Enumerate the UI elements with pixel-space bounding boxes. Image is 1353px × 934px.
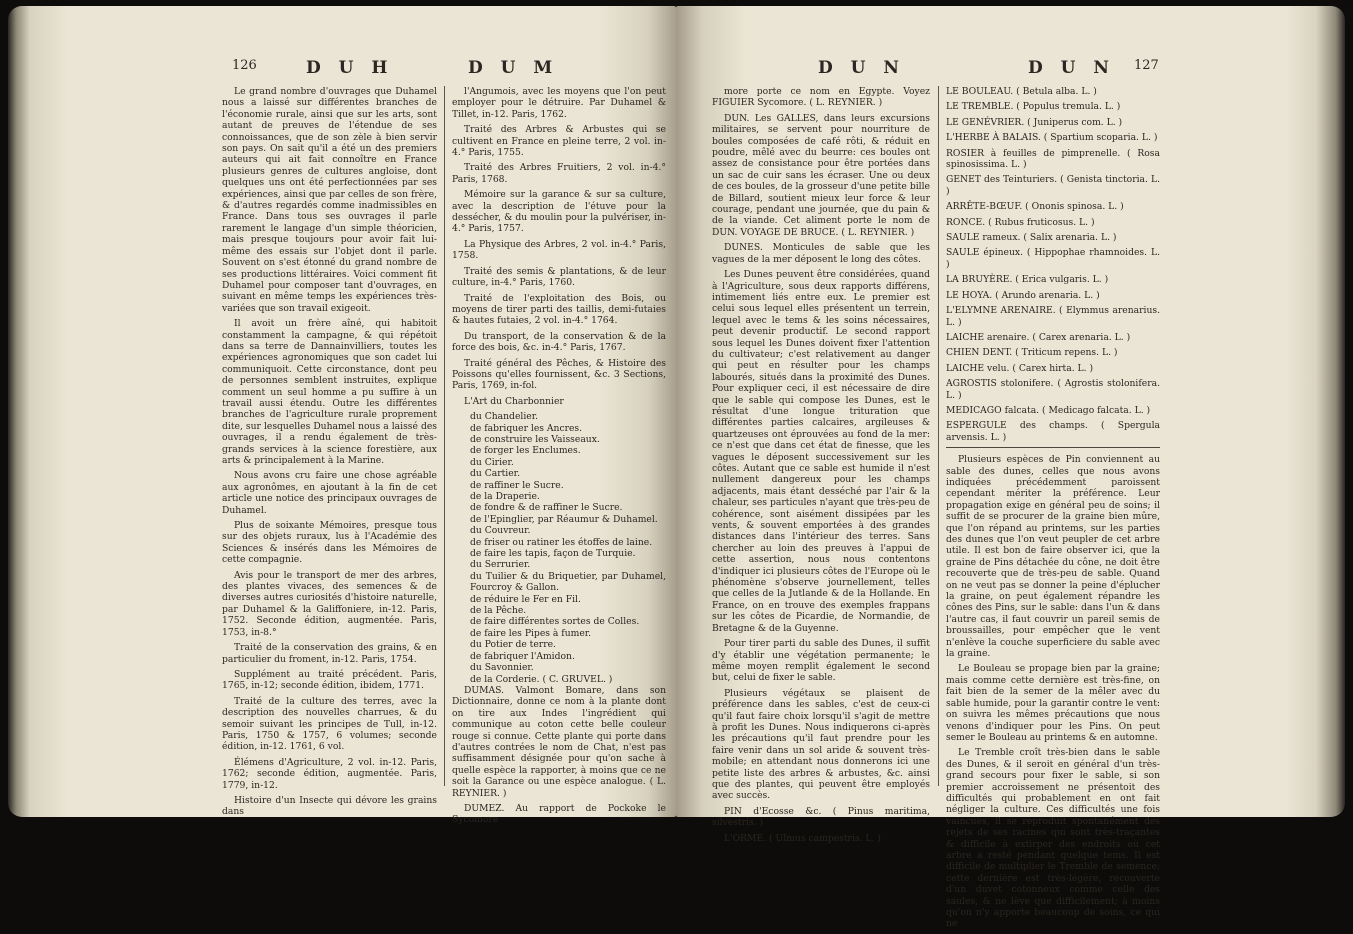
plant-list [946, 86, 1160, 443]
right-column-1 [712, 86, 930, 848]
list-item: de l'Epinglier, par Réaumur & Duhamel. [470, 513, 658, 525]
right-col2-body [946, 454, 1160, 930]
list-item: du Serrurier. [470, 559, 531, 571]
list-item: du Tuilier & du Briquetier, par Duhamel, Fourcroy & Gallon. [470, 570, 666, 594]
column-divider-left [444, 86, 445, 786]
plant-entry: RONCE. ( Rubus fruticosus. L. ) [946, 216, 1095, 228]
plant-entry: ARRÊTE-BŒUF. ( Ononis spinosa. L. ) [946, 201, 1124, 213]
paragraph: DUN. Les GALLES, dans leurs excursions militaires, se servent pour nourriture de boules composées de café rôti, & réduit en poudre, mêlé avec du beurre: ces boules ont assez de consistance pour être portées dans un sac de cuir sans les écraser. Une ou deux de ces boules, de la grosseur d'une petite bille de Billard, soutient mieux leur force & leur courage, pendant une journée, que du pain & de la viande. Cet aliment porte le nom de DUN. VOYAGE DE BRUCE. ( L. REYNIER. ) [712, 112, 930, 238]
art-list [452, 411, 666, 685]
left-column-2 [452, 86, 666, 830]
plant-entry: L'HERBE À BALAIS. ( Spartium scoparia. L. ) [946, 132, 1158, 144]
list-item: du Cirier. [470, 456, 514, 468]
running-head-right-col1: D U N [818, 58, 905, 78]
plant-entry: ESPERGULE des champs. ( Spergula arvensis. L. ) [946, 420, 1160, 443]
plant-entry: ROSIER à feuilles de pimprenelle. ( Rosa spinosissima. L. ) [946, 147, 1160, 171]
plant-entry: L'ELYMNE ARENAIRE. ( Elymmus arenarius. L. ) [946, 305, 1160, 328]
left-col2-intro [452, 86, 666, 407]
paragraph: Plusieurs espèces de Pin conviennent au sable des dunes, celles que nous avons indiquées précédemment paroissent cependant mériter la préférence. Leur propagation exige en général peu de soins; il suffit de se procurer de la graine bien mûre, que l'on répand au printems, sur les parties des dunes que l'on veut peupler de cet arbre utile. Il est bon de faire observer ici, que la graine de Pins détachée du cône, ne doit être recouverte que de très-peu de sable. Quand on ne veut pas se donner la peine d'éplucher la graine, on peut également répandre les cônes des Pins, sur le sable: dans l'un & dans l'autre cas, il faut couvrir un pareil semis de broussailles, pour empêcher que le vent n'enlève la couche superficiere du sable avec la graine. [946, 454, 1160, 660]
list-item: de raffiner le Sucre. [470, 479, 564, 491]
list-item: de fondre & de raffiner le Sucre. [470, 502, 623, 514]
list-item: de fabriquer l'Amidon. [470, 650, 575, 662]
paragraph: Il avoit un frère aîné, qui habitoit constamment la campagne, & qui répétoit dans sa terre de Dannainvilliers, toutes les expériences agronomiques que son cadet lui communiquoit. Cette circonstance, dont peu de personnes semblent instruites, explique comment un seul homme a pu suffire à un travail aussi étendu. Outre les différentes branches de l'agriculture rurale proprement dite, sur lesquelles Duhamel nous a laissé des ouvrages, il a rendu également de très-grands services à la science forestière, aux arts & principalement à la Marine. [222, 318, 437, 466]
plant-entry: LE BOULEAU. ( Betula alba. L. ) [946, 86, 1097, 97]
paragraph: L'Art du Charbonnier [464, 395, 564, 407]
paragraph: Traité de la conservation des grains, & en particulier du froment, in-12. Paris, 1754. [222, 642, 437, 665]
running-head-left-col1: D U H [306, 58, 394, 78]
plant-entry: GENET des Teinturiers. ( Genista tinctoria. L. ) [946, 174, 1160, 197]
paragraph: Les Dunes peuvent être considérées, quand à l'Agriculture, sous deux rapports différens, intimement liés entre eux. Le premier est celui sous lequel elles présentent un terrein, lequel avec le tems & les soins nécessaires, peut devenir productif. Le second rapport sous lequel les Dunes doivent fixer l'attention du cultivateur; c'est relativement au danger qui peut en résulter pour les champs labourés, situés dans la proximité des Dunes. Pour expliquer ceci, il est nécessaire de dire que le sable qui compose les Dunes, est le résultat d'une longue trituration que différentes parties calcaires, argileuses & quartzeuses ont éprouvées au fond de la mer: ce n'est que dans cet état de finesse, que les vagues le déposent successivement sur les côtes. Autant que ce sable est humide il n'est nullement dangereux pour les champs adjacents, mais étant desséché par l'air & la chaleur, ses particules n'ayant que très-peu de cohérence, sont aisément dissipées par les vents, & souvent emportées à des grandes distances dans l'intérieur des terres. Sans chercher au loin des preuves à l'appui de cette assertion, nous nous contentons d'indiquer ici plusieurs côtes de l'Europe où le phénomène s'observe journellement, telles que celles de la Jutlande & de la Hollande. En France, on en trouve des exemples frappans sur les côtes de Picardie, de Normandie, de Bretagne & de la Guyenne. [712, 269, 930, 634]
paragraph: Du transport, de la conservation & de la force des bois, &c. in-4.° Paris, 1767. [452, 330, 666, 354]
plant-entry: LE GENÉVRIER. ( Juniperus com. L. ) [946, 116, 1123, 128]
list-item: de faire différentes sortes de Colles. [470, 616, 640, 628]
list-item: du Couvreur. [470, 525, 531, 537]
paragraph: Traité des semis & plantations, & de leur culture, in-4.° Paris, 1760. [452, 265, 666, 289]
list-item: du Chandelier. [470, 411, 538, 423]
plant-entry: AGROSTIS stolonifere. ( Agrostis stolonifera. L. ) [946, 378, 1160, 401]
page-number-right: 127 [1134, 58, 1159, 73]
column-divider-right [938, 86, 939, 786]
right-column-2 [946, 86, 1160, 934]
list-item: du Cartier. [470, 468, 520, 480]
paragraph: DUMAS. Valmont Bomare, dans son Dictionnaire, donne ce nom à la plante dont on tire aux Indes l'ingrédient qui communique au coton cette belle couleur rouge si connue. Cette plante qui porte dans d'autres contrées le nom de Chat, n'est pas suffisamment désignée pour qu'on sache à quelle espèce la rapporter, à moins que ce ne soit la Garance ou une espèce analogue. ( L. REYNIER. ) [452, 684, 666, 799]
paragraph: Supplément au traité précédent. Paris, 1765, in-12; seconde édition, ibidem, 1771. [222, 668, 437, 692]
list-item: de fabriquer les Ancres. [470, 422, 583, 434]
page-number-left: 126 [232, 58, 257, 73]
list-item: du Potier de terre. [470, 639, 556, 651]
paragraph: Traité de la culture des terres, avec la description des nouvelles charrues, & du semoir suivant les principes de Tull, in-12. Paris, 1750 & 1757, 6 volumes; seconde édition, in-12. 1761, 6 vol. [222, 695, 437, 753]
paragraph: DUNES. Monticules de sable que les vagues de la mer déposent le long des côtes. [712, 242, 930, 265]
paragraph: Le Bouleau se propage bien par la graine; mais comme cette dernière est très-fine, on fait bien de la semer de la mêler avec du sable humide, pour la garantir contre le vent: on suivra les mêmes précautions que nous venons d'indiquer pour les Pins. On peut semer le Bouleau au printems & en automne. [946, 663, 1160, 743]
paragraph: L'ORME. ( Ulmus campestris. L. ) [724, 832, 881, 844]
paragraph: Histoire d'un Insecte qui dévore les grains dans [222, 794, 437, 818]
plant-entry: SAULE rameux. ( Salix arenaria. L. ) [946, 232, 1117, 244]
list-item: de construire les Vaisseaux. [470, 433, 600, 445]
paragraph: Le Tremble croît très-bien dans le sable des Dunes, & il seroit en général d'un très-grand secours pour fixer le sable, si son premier accroissement ne présentoit des difficultés qui probablement en ont fait négliger la culture. Ces difficultés une fois vaincues, il se reproduit spontanément des rejets de ses racines qui sont très-traçantes & difficile à extirper des endroits où cet arbre a resté pendant quelque tems. Il est difficile de multiplier le Tremble de semence; cette dernière est très-légère, recouverte d'un duvet cotonneux comme celle des saules, & ne lève que difficilement; à moins qu'on n'y apporte beaucoup de soins, ce qui ne [946, 747, 1160, 930]
list-item: de la Pêche. [470, 605, 527, 617]
running-head-right-col2: D U N [1028, 58, 1115, 78]
plant-entry: LA BRUYÈRE. ( Erica vulgaris. L. ) [946, 274, 1109, 286]
plant-entry: LE HOYA. ( Arundo arenaria. L. ) [946, 289, 1100, 301]
list-rule [946, 447, 1160, 448]
list-item: de friser ou ratiner les étoffes de laine. [470, 536, 653, 548]
paragraph: Traité de l'exploitation des Bois, ou moyens de tirer parti des taillis, demi-futaies & hautes futaies, 2 vol. in-4.° 1764. [452, 292, 666, 327]
list-item: de la Corderie. ( C. GRUVEL. ) [470, 673, 613, 685]
paragraph: Élémens d'Agriculture, 2 vol. in-12. Paris, 1762; seconde édition, augmentée. Paris, 1779, in-12. [222, 756, 437, 791]
paragraph: La Physique des Arbres, 2 vol. in-4.° Paris, 1758. [452, 238, 666, 262]
plant-entry: MEDICAGO falcata. ( Medicago falcata. L. ) [946, 404, 1151, 416]
paragraph: Mémoire sur la garance & sur sa culture, avec la description de l'étuve pour la dessécher, & du moulin pour la pulvériser, in-4.° Paris, 1757. [452, 189, 666, 235]
plant-entry: SAULE épineux. ( Hippophae rhamnoides. L. ) [946, 247, 1160, 270]
plant-entry: LE TREMBLE. ( Populus tremula. L. ) [946, 101, 1121, 113]
paragraph: DUMEZ. Au rapport de Pockoke le Sycomore [452, 802, 666, 826]
left-col2-outro [452, 685, 666, 826]
plant-entry: CHIEN DENT. ( Triticum repens. L. ) [946, 347, 1118, 359]
plant-entry: LAICHE arenaire. ( Carex arenaria. L. ) [946, 331, 1131, 343]
paragraph: l'Angumois, avec les moyens que l'on peut employer pour le détruire. Par Duhamel & Tillet, in-12. Paris, 1762. [452, 86, 666, 120]
paragraph: PIN d'Ecosse &c. ( Pinus maritima, silvestris. ) [712, 805, 930, 829]
paragraph: Traité général des Pêches, & Histoire des Poissons qu'elles fournissent, &c. 3 Sections, Paris, 1769, in-fol. [452, 357, 666, 392]
paragraph: Le grand nombre d'ouvrages que Duhamel nous a laissé sur différentes branches de l'économie rurale, ainsi que sur les arts, sont autant de preuves de l'étendue de ses connoissances, que de son zèle à bien servir son pays. On sait qu'il a été un des premiers auteurs qui ait fait connoître en France plusieurs genres de cultures angloise, dont quelques uns ont été perfectionnées par ses expériences, ainsi que par celles de son frère, & d'autres regardés comme inadmissibles en France. Dans tous ses ouvrages il parle rarement le langage d'un simple théoricien, mais presque toujours pour avoir fait lui-même des essais sur l'objet dont il parle. Souvent on s'est étonné du grand nombre de ses productions littéraires. Voici comment fit Duhamel pour composer tant d'ouvrages, en suivant en même temps les expériences très-variées que son travail exigeoit. [222, 86, 437, 314]
paragraph: Avis pour le transport de mer des arbres, des plantes vivaces, des semences & de diverses autres curiosités d'histoire naturelle, par Duhamel & la Galiffoniere, in-12. Paris, 1752. Seconde édition, augmentée. Paris, 1753, in-8.° [222, 569, 437, 638]
list-item: de faire les tapis, façon de Turquie. [470, 548, 636, 560]
paragraph: Traité des Arbres & Arbustes qui se cultivent en France en pleine terre, 2 vol. in-4.° Paris, 1755. [452, 124, 666, 159]
paragraph: Nous avons cru faire une chose agréable aux agronômes, en ajoutant à la fin de cet article une notice des principaux ouvrages de Duhamel. [222, 470, 437, 516]
list-item: de la Draperie. [470, 491, 540, 502]
paragraph: more porte ce nom en Egypte. Voyez FIGUIER Sycomore. ( L. REYNIER. ) [712, 86, 930, 109]
open-book [8, 6, 1345, 930]
running-head-left-col2: D U M [468, 58, 559, 78]
paragraph: Traité des Arbres Fruitiers, 2 vol. in-4.° Paris, 1768. [452, 162, 666, 185]
paragraph: Pour tirer parti du sable des Dunes, il suffit d'y établir une végétation permanente; le même moyen remplit également le second but, celui de fixer le sable. [712, 638, 930, 684]
paragraph: Plusieurs végétaux se plaisent de préférence dans les sables, c'est de ceux-ci qu'il faut faire choix lorsqu'il s'agit de mettre à profit les Dunes. Nous indiquerons ci-après les précautions qu'il faut prendre pour les faire venir dans un sol aride & souvent très-mobile; en attendant nous donnerons ici une petite liste des arbres & arbustes, &c. ainsi que des plantes, qui peuvent être employés avec succès. [712, 687, 930, 802]
plant-entry: LAICHE velu. ( Carex hirta. L. ) [946, 362, 1094, 374]
right-page [676, 6, 1345, 930]
paragraph: Plus de soixante Mémoires, presque tous sur des objets ruraux, lus à l'Académie des Sciences & insérés dans les Mémoires de cette compagnie. [222, 520, 437, 566]
list-item: de forger les Enclumes. [470, 445, 581, 457]
list-item: de réduire le Fer en Fil. [470, 593, 581, 605]
left-page [8, 6, 676, 826]
list-item: du Savonnier. [470, 662, 534, 674]
left-column-1 [222, 86, 437, 822]
list-item: de faire les Pipes à fumer. [470, 627, 592, 639]
